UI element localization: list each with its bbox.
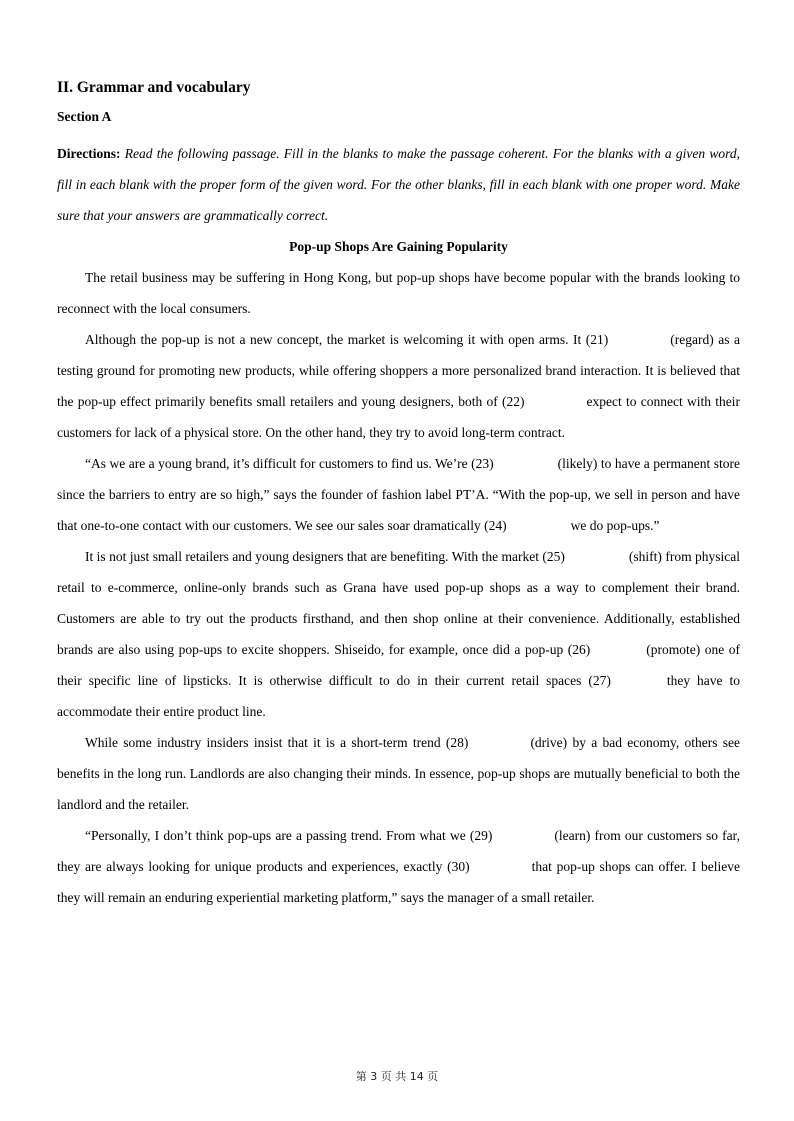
paragraph-text: It is not just small retailers and young designers that are benefiting. With the market (25) [85, 549, 565, 564]
paragraph-6 [57, 820, 740, 913]
directions-text: Read the following passage. Fill in the blanks to make the passage coherent. For the blanks with a given word, fill in each blank with the proper form of the given word. For the other blanks, fill in each blank with one proper word. Make sure that your answers are grammatically correct. [57, 146, 741, 223]
paragraph-text: While some industry insiders insist that it is a short-term trend (28) [85, 735, 469, 750]
paragraph-2 [57, 324, 740, 448]
paragraph-4 [57, 541, 740, 727]
paragraph-text: expect to connect with their customers for lack of a physical store. On the other hand, they try to avoid long-term contract. [57, 394, 740, 440]
paragraph-text: (shift) from physical retail to e-commerce, online-only brands such as Grana have used pop-up shops as a way to complement their brand. Customers are able to try out the products firsthand, and then shop online at their convenience. Additionally, established brands are also using pop-ups to excite shoppers. Shiseido, for example, once did a pop-up (26) [57, 549, 740, 657]
paragraph-3 [57, 448, 740, 541]
paragraph-text: Although the pop-up is not a new concept, the market is welcoming it with open arms. It (21) [85, 332, 609, 347]
paragraph-text: we do pop-ups.” [570, 518, 660, 533]
paragraph-text: (regard) as a testing ground for promoting new products, while offering shoppers a more personalized brand interaction. It is believed that the pop-up effect primarily benefits small retailers and young designers, both of (22) [57, 332, 740, 409]
paragraph-text: that pop-up shops can offer. I believe they will remain an enduring experiential marketing platform,” says the manager of a small retailer. [57, 859, 740, 905]
page-content [57, 76, 740, 913]
section-heading: Section A [57, 109, 112, 124]
passage-title: Pop-up Shops Are Gaining Popularity [289, 239, 508, 254]
paragraph-1: The retail business may be suffering in Hong Kong, but pop-up shops have become popular with the brands looking to reconnect with the local consumers. [57, 270, 740, 316]
paragraph-text: (promote) one of their specific line of lipsticks. It is otherwise difficult to do in their current retail spaces (27) [57, 642, 740, 688]
paragraph-text: (learn) from our customers so far, they are always looking for unique products and experiences, exactly (30) [57, 828, 740, 874]
paragraph-text: (drive) by a bad economy, others see benefits in the long run. Landlords are also changing their minds. In essence, pop-up shops are mutually beneficial to both the landlord and the retailer. [57, 735, 740, 812]
paragraph-text: “Personally, I don’t think pop-ups are a passing trend. From what we (29) [85, 828, 493, 843]
directions [57, 138, 740, 231]
part-heading: II. Grammar and vocabulary [57, 79, 251, 96]
page-number: 第 3 页 共 14 页 [355, 1070, 439, 1083]
paragraph-text: they have to accommodate their entire product line. [57, 673, 740, 719]
paragraph-5 [57, 727, 740, 820]
paragraph-text: (likely) to have a permanent store since the barriers to entry are so high,” says the founder of fashion label PT’A. “With the pop-up, we sell in person and have that one-to-one contact with our customers. We see our sales soar dramatically (24) [57, 456, 740, 533]
directions-label: Directions: [57, 146, 121, 161]
paragraph-text: “As we are a young brand, it’s difficult for customers to find us. We’re (23) [85, 456, 494, 471]
